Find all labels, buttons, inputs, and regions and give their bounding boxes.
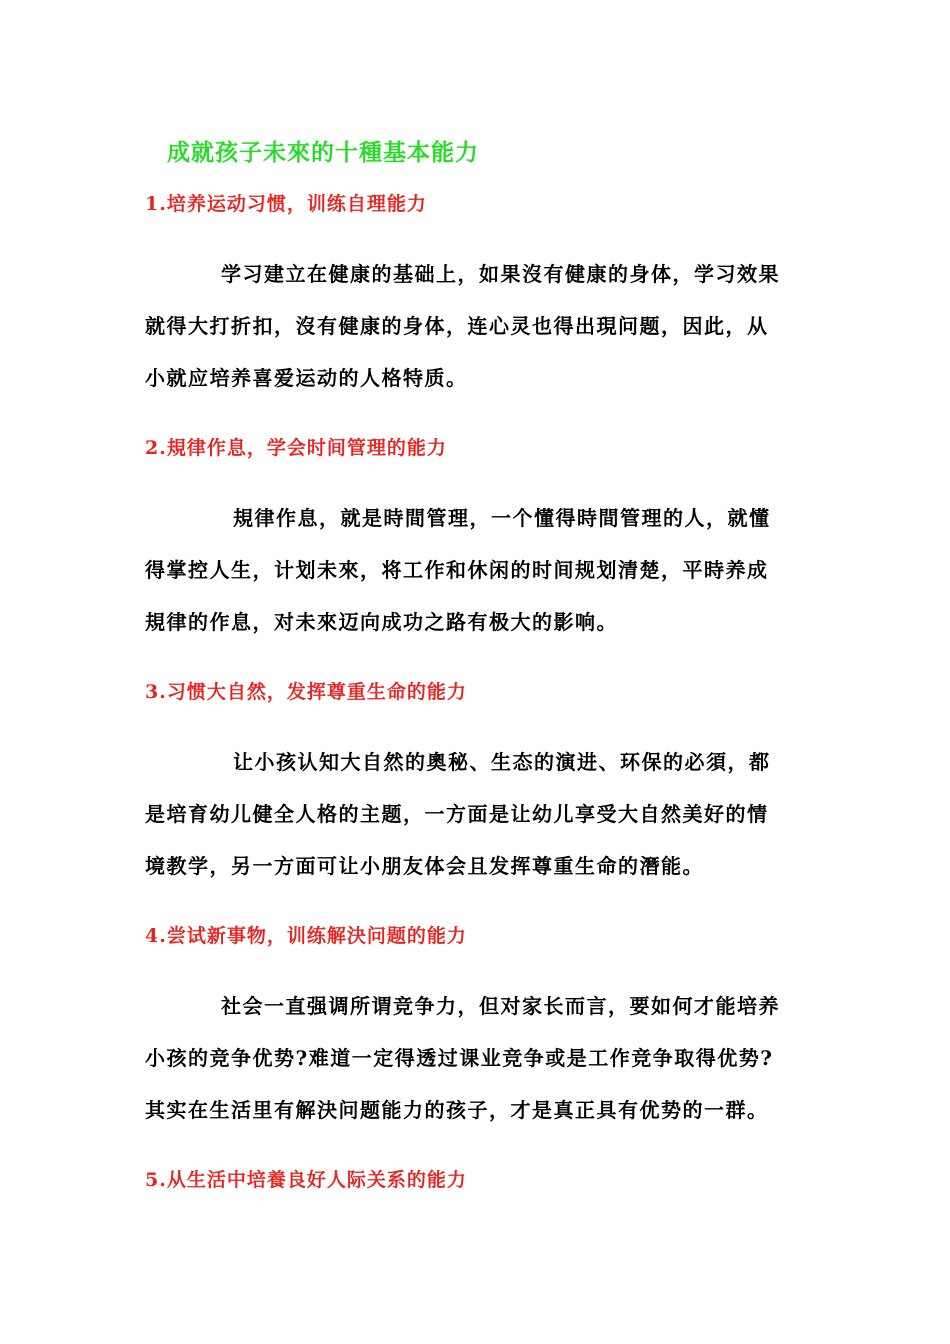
paragraph-line: 社会一直强调所谓竞争力，但对家长而言，要如何才能培养 xyxy=(221,994,780,1018)
paragraph-line: 学习建立在健康的基础上，如果沒有健康的身体，学习效果 xyxy=(221,262,780,286)
section-4-paragraph xyxy=(145,980,813,1136)
section-3-heading: 3.习惯大自然，发挥尊重生命的能力 xyxy=(145,681,467,703)
paragraph-line: 让小孩认知大自然的奧秘、生态的演进、环保的必須，都 xyxy=(233,750,771,774)
section-2-paragraph xyxy=(145,492,813,648)
paragraph-line: 是培育幼儿健全人格的主题，一方面是让幼儿享受大自然美好的情 xyxy=(145,802,769,826)
paragraph-line: 得掌控人生，计划未來，将工作和休闲的时间规划清楚，平時养成 xyxy=(145,558,769,582)
paragraph-line: 規律作息，就是時間管理，一个懂得時間管理的人，就懂 xyxy=(233,506,771,530)
paragraph-line: 小孩的竞争优势?难道一定得透过课业竞争或是工作竞争取得优势? xyxy=(145,1046,774,1070)
paragraph-line: 其实在生活里有解決问题能力的孩子，才是真正具有优势的一群。 xyxy=(145,1098,769,1122)
section-4-heading: 4.尝试新事物，训练解決问题的能力 xyxy=(145,925,467,947)
paragraph-line: 就得大打折扣，沒有健康的身体，连心灵也得出現问题，因此，从 xyxy=(145,314,769,338)
paragraph-line: 境教学，另一方面可让小朋友体会且发挥尊重生命的潛能。 xyxy=(145,854,704,878)
section-3-paragraph xyxy=(145,736,813,892)
section-5-heading: 5.从生活中培養良好人际关系的能力 xyxy=(145,1169,467,1191)
paragraph-line: 小就应培养喜爱运动的人格特质。 xyxy=(145,366,468,390)
paragraph-line: 規律的作息，对未來迈向成功之路有极大的影响。 xyxy=(145,610,618,634)
document-title: 成就孩子未來的十種基本能力 xyxy=(167,139,479,166)
section-1-heading: 1.培养运动习惯，训练自理能力 xyxy=(145,193,427,215)
section-2-heading: 2.規律作息，学会时间管理的能力 xyxy=(145,437,447,459)
section-1-paragraph xyxy=(145,248,813,404)
